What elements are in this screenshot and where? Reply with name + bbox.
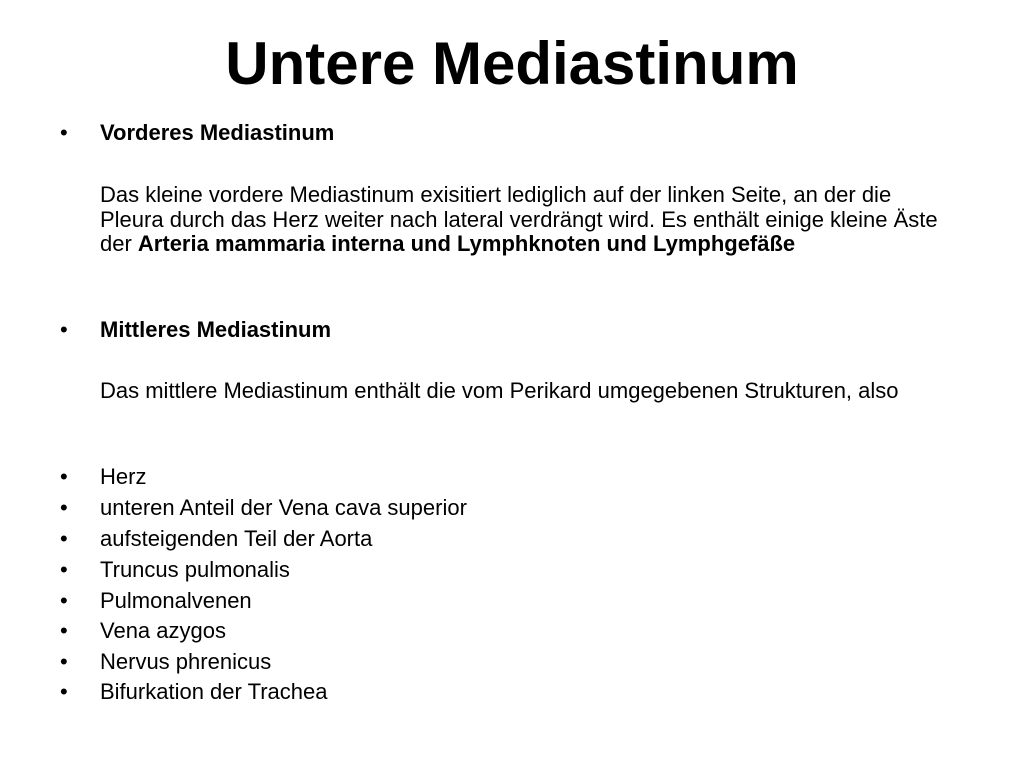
section-heading: Mittleres Mediastinum: [100, 317, 332, 342]
bullet-icon: •: [60, 649, 68, 674]
list-item: [0, 462, 900, 492]
list-item-text: Pulmonalvenen: [100, 588, 252, 613]
list-item-text: Bifurkation der Trachea: [100, 679, 328, 704]
bullet-icon: •: [60, 526, 68, 551]
bullet-icon: •: [60, 557, 68, 582]
list-item-text: Nervus phrenicus: [100, 649, 272, 674]
section-paragraph: [100, 183, 960, 257]
list-item-text: unteren Anteil der Vena cava superior: [100, 495, 467, 520]
paragraph-text: Das mittlere Mediastinum enthält die vom Perikard umgegebenen Strukturen, also: [100, 378, 899, 403]
bullet-icon: •: [60, 618, 68, 643]
list-item: [0, 677, 900, 707]
list-item-text: Truncus pulmonalis: [100, 557, 290, 582]
bullet-icon: •: [60, 464, 68, 489]
bullet-icon: •: [60, 120, 68, 145]
bullet-icon: •: [60, 495, 68, 520]
list-item-text: Herz: [100, 464, 147, 489]
paragraph-text: Das kleine vordere Mediastinum exisitiert lediglich auf der linken Seite, an der die Pleura durch das Herz weiter nach lateral verdrängt wird. Es enthält einige kleine Äste der: [100, 182, 938, 256]
bullet-icon: •: [60, 317, 68, 342]
list-item-text: aufsteigenden Teil der Aorta: [100, 526, 373, 551]
section-heading: Vorderes Mediastinum: [100, 120, 335, 145]
list-item: [0, 616, 900, 646]
bullet-icon: •: [60, 679, 68, 704]
list-item: [0, 586, 900, 616]
slide-title: Untere Mediastinum: [225, 30, 799, 97]
bullet-icon: •: [60, 588, 68, 613]
paragraph-bold-text: Arteria mammaria interna und Lymphknoten und Lymphgefäße: [137, 231, 796, 256]
section-paragraph: [100, 379, 960, 404]
list-item: [0, 493, 900, 523]
list-item-text: Vena azygos: [100, 618, 226, 643]
list-item: [0, 555, 900, 585]
list-item: [0, 524, 900, 554]
list-item: [0, 647, 900, 677]
